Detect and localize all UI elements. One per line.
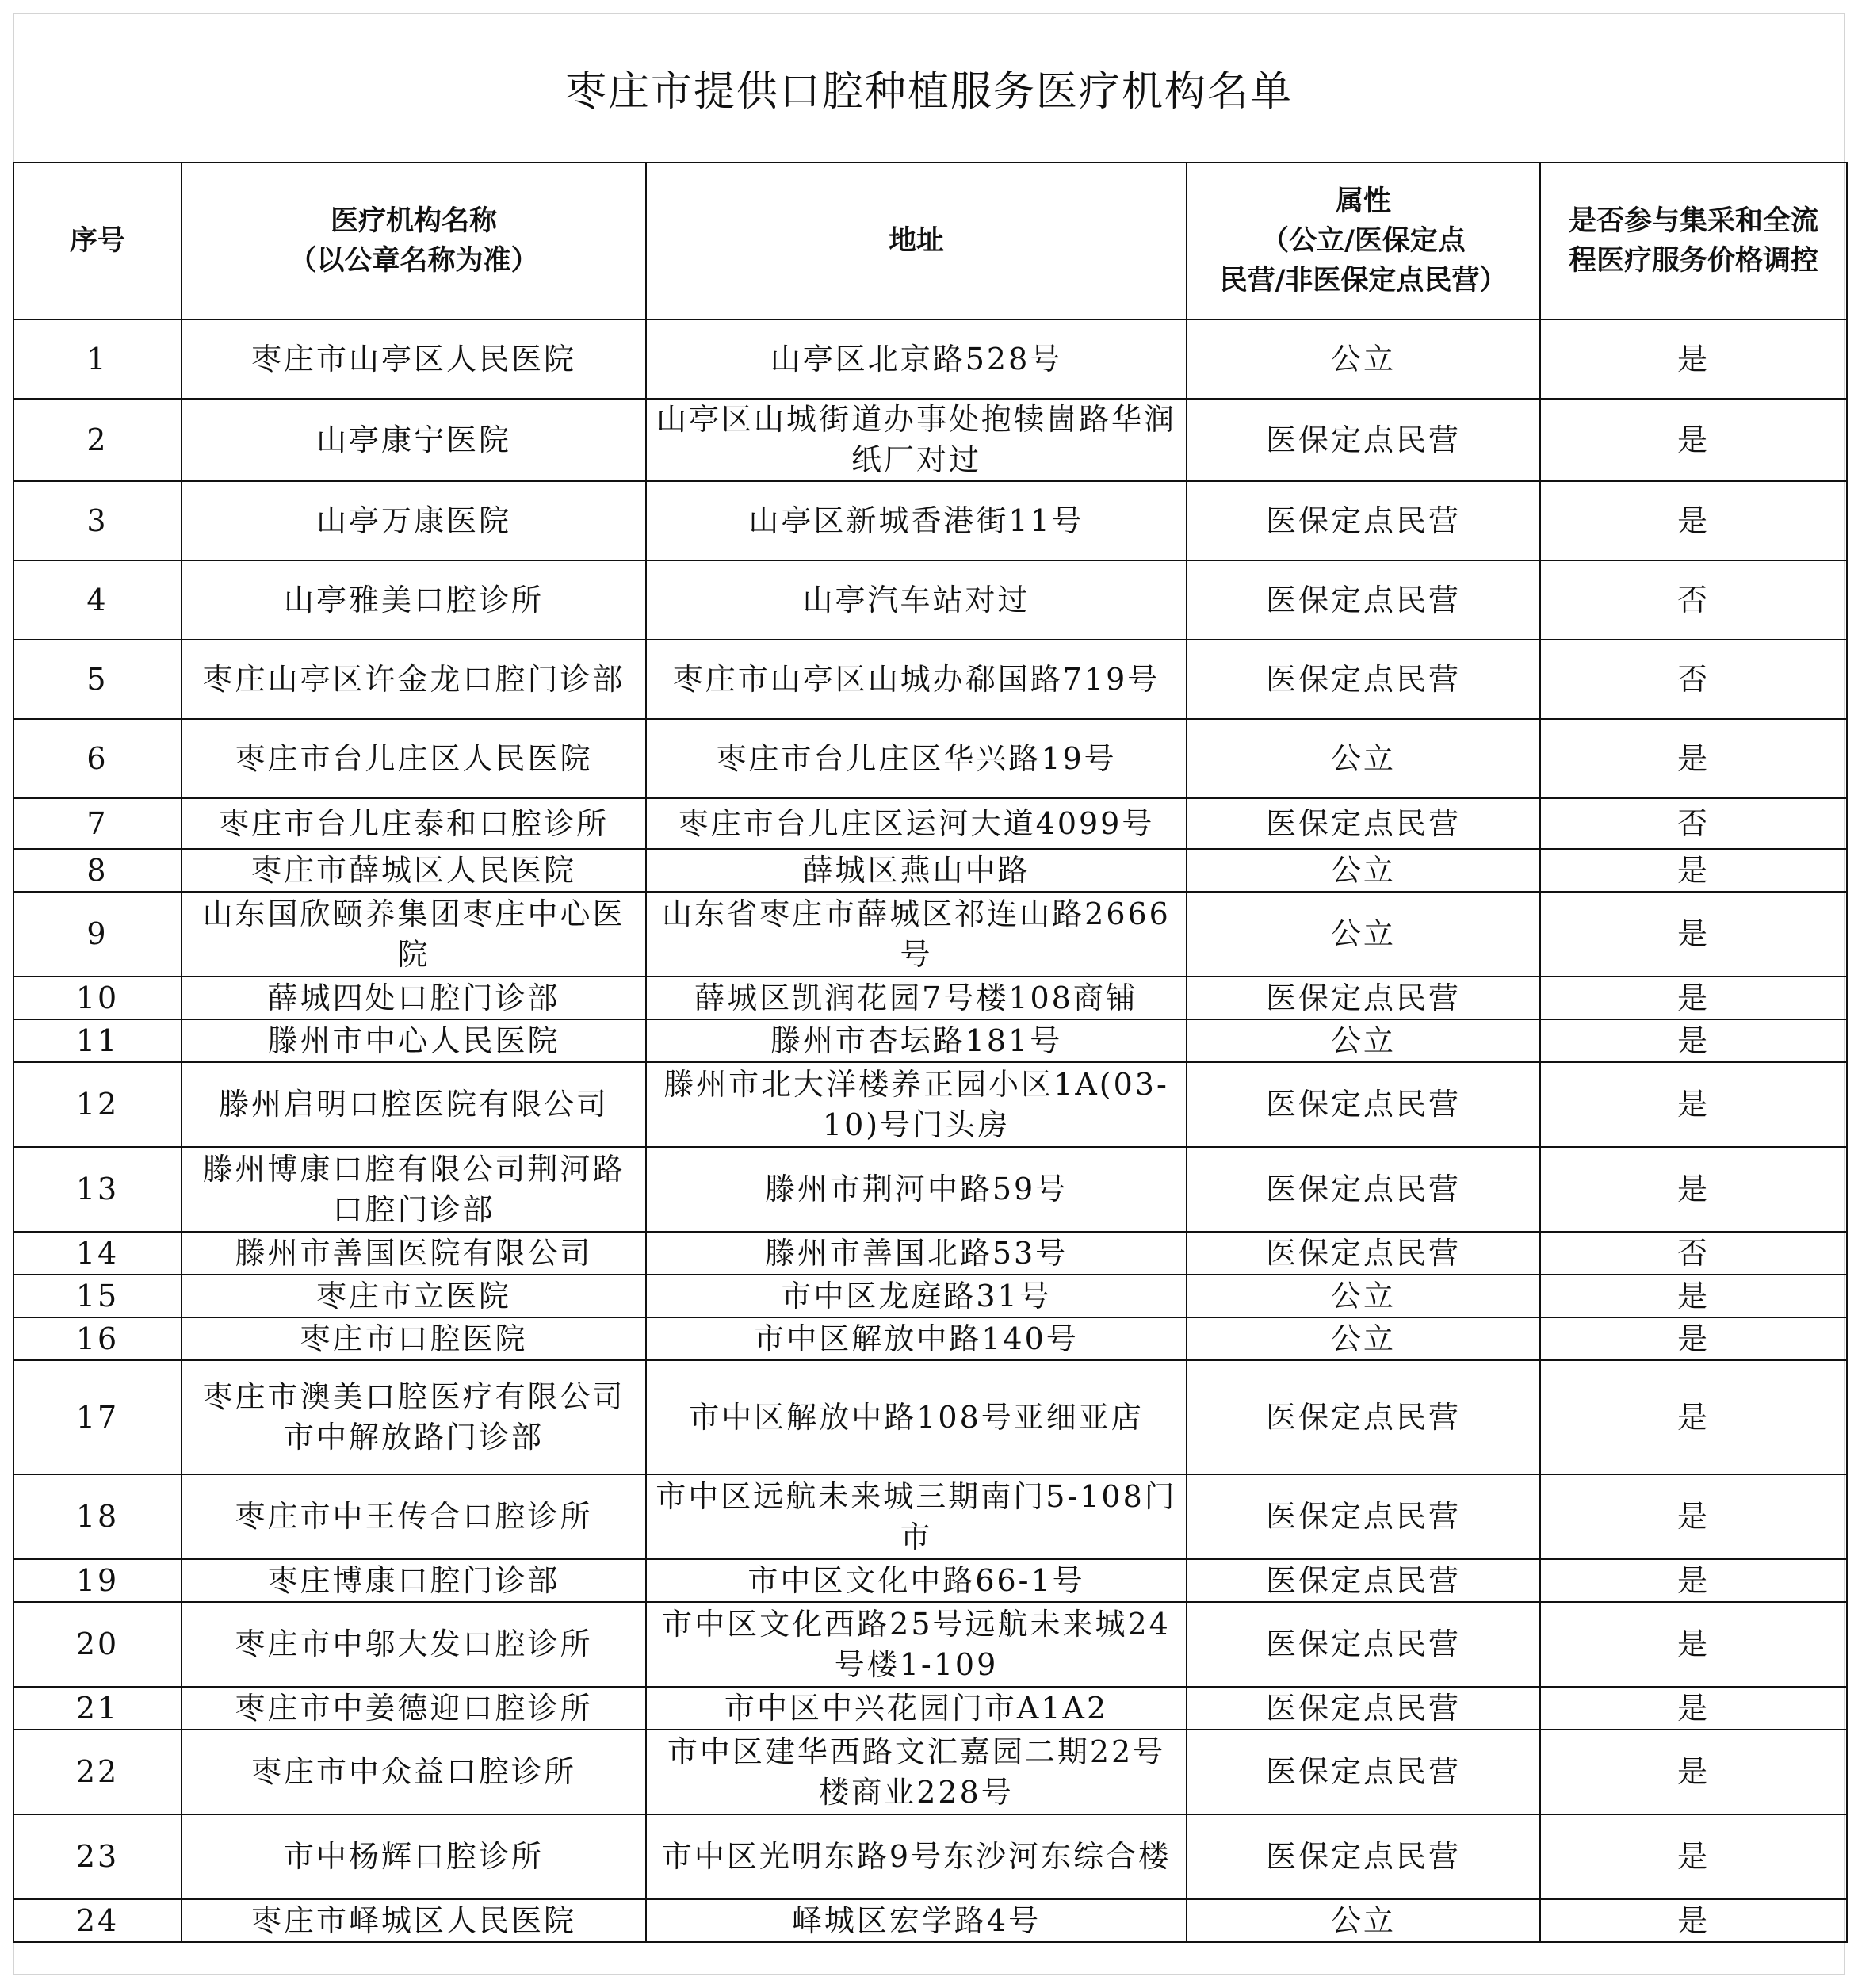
table-row [13,1687,1847,1730]
cell-name: 枣庄市口腔医院 [182,1317,646,1360]
cell-name: 枣庄市中姜德迎口腔诊所 [182,1687,646,1730]
cell-seq: 20 [13,1602,182,1687]
cell-participation: 是 [1540,1317,1847,1360]
cell-attribute: 医保定点民营 [1187,481,1540,560]
table-row [13,1602,1847,1687]
header-attribute: 属性 （公立/医保定点 民营/非医保定点民营） [1187,162,1540,319]
cell-attribute: 医保定点民营 [1187,1687,1540,1730]
cell-participation: 是 [1540,1559,1847,1602]
table-row [13,481,1847,560]
cell-participation: 是 [1540,319,1847,399]
cell-attribute: 医保定点民营 [1187,977,1540,1019]
table-row [13,1559,1847,1602]
table-row [13,977,1847,1019]
table-row [13,1317,1847,1360]
cell-participation: 是 [1540,1899,1847,1942]
cell-attribute: 公立 [1187,1019,1540,1062]
cell-attribute: 医保定点民营 [1187,399,1540,481]
cell-address: 市中区光明东路9号东沙河东综合楼 [646,1814,1187,1899]
cell-seq: 13 [13,1147,182,1232]
cell-seq: 6 [13,719,182,798]
cell-name: 枣庄市山亭区人民医院 [182,319,646,399]
cell-name: 滕州市善国医院有限公司 [182,1232,646,1275]
table-row [13,1814,1847,1899]
cell-seq: 23 [13,1814,182,1899]
header-name: 医疗机构名称 （以公章名称为准） [182,162,646,319]
header-address: 地址 [646,162,1187,319]
cell-seq: 14 [13,1232,182,1275]
cell-participation: 是 [1540,892,1847,977]
cell-attribute: 公立 [1187,849,1540,892]
cell-participation: 是 [1540,1275,1847,1317]
cell-attribute: 医保定点民营 [1187,1232,1540,1275]
cell-attribute: 医保定点民营 [1187,1814,1540,1899]
cell-participation: 否 [1540,560,1847,640]
cell-address: 山亭区山城街道办事处抱犊崮路华润纸厂对过 [646,399,1187,481]
cell-attribute: 医保定点民营 [1187,1559,1540,1602]
cell-seq: 2 [13,399,182,481]
table-row [13,1019,1847,1062]
cell-name: 枣庄市中众益口腔诊所 [182,1730,646,1814]
cell-address: 薛城区燕山中路 [646,849,1187,892]
cell-address: 枣庄市台儿庄区运河大道4099号 [646,798,1187,849]
cell-name: 枣庄市薛城区人民医院 [182,849,646,892]
table-row [13,560,1847,640]
cell-participation: 是 [1540,481,1847,560]
cell-address: 市中区远航未来城三期南门5-108门市 [646,1474,1187,1559]
table-row [13,1062,1847,1147]
cell-name: 滕州启明口腔医院有限公司 [182,1062,646,1147]
cell-attribute: 医保定点民营 [1187,1602,1540,1687]
cell-seq: 18 [13,1474,182,1559]
cell-attribute: 医保定点民营 [1187,1147,1540,1232]
cell-name: 山亭康宁医院 [182,399,646,481]
cell-participation: 是 [1540,1019,1847,1062]
table-row [13,719,1847,798]
cell-address: 薛城区凯润花园7号楼108商铺 [646,977,1187,1019]
cell-participation: 否 [1540,640,1847,719]
cell-seq: 9 [13,892,182,977]
cell-seq: 5 [13,640,182,719]
cell-name: 市中杨辉口腔诊所 [182,1814,646,1899]
table-row [13,1899,1847,1942]
cell-address: 市中区解放中路140号 [646,1317,1187,1360]
cell-name: 枣庄山亭区许金龙口腔门诊部 [182,640,646,719]
table-row [13,798,1847,849]
cell-name: 枣庄市台儿庄区人民医院 [182,719,646,798]
cell-participation: 是 [1540,1360,1847,1474]
cell-address: 枣庄市台儿庄区华兴路19号 [646,719,1187,798]
cell-seq: 17 [13,1360,182,1474]
cell-name: 枣庄市峄城区人民医院 [182,1899,646,1942]
cell-seq: 1 [13,319,182,399]
cell-seq: 4 [13,560,182,640]
table-row [13,1232,1847,1275]
cell-seq: 8 [13,849,182,892]
cell-seq: 12 [13,1062,182,1147]
cell-name: 枣庄市中王传合口腔诊所 [182,1474,646,1559]
cell-participation: 是 [1540,1730,1847,1814]
table-row [13,1474,1847,1559]
table-body [13,319,1847,1942]
cell-seq: 3 [13,481,182,560]
cell-participation: 否 [1540,798,1847,849]
cell-address: 滕州市善国北路53号 [646,1232,1187,1275]
cell-attribute: 公立 [1187,719,1540,798]
cell-name: 枣庄市澳美口腔医疗有限公司市中解放路门诊部 [182,1360,646,1474]
cell-name: 山亭万康医院 [182,481,646,560]
table-row [13,640,1847,719]
cell-participation: 是 [1540,719,1847,798]
cell-name: 枣庄市中邬大发口腔诊所 [182,1602,646,1687]
cell-name: 薛城四处口腔门诊部 [182,977,646,1019]
cell-name: 枣庄市立医院 [182,1275,646,1317]
cell-attribute: 医保定点民营 [1187,1360,1540,1474]
table-row [13,1275,1847,1317]
cell-attribute: 医保定点民营 [1187,1062,1540,1147]
table-row [13,1360,1847,1474]
cell-seq: 15 [13,1275,182,1317]
cell-seq: 11 [13,1019,182,1062]
institution-table [13,162,1848,1943]
header-participation: 是否参与集采和全流 程医疗服务价格调控 [1540,162,1847,319]
cell-address: 峄城区宏学路4号 [646,1899,1187,1942]
cell-address: 滕州市杏坛路181号 [646,1019,1187,1062]
cell-name: 滕州博康口腔有限公司荆河路口腔门诊部 [182,1147,646,1232]
cell-address: 山亭汽车站对过 [646,560,1187,640]
cell-address: 市中区建华西路文汇嘉园二期22号楼商业228号 [646,1730,1187,1814]
cell-participation: 是 [1540,1474,1847,1559]
cell-attribute: 医保定点民营 [1187,1474,1540,1559]
cell-participation: 是 [1540,399,1847,481]
table-row [13,892,1847,977]
cell-seq: 19 [13,1559,182,1602]
cell-seq: 16 [13,1317,182,1360]
cell-attribute: 医保定点民营 [1187,640,1540,719]
cell-attribute: 公立 [1187,319,1540,399]
cell-attribute: 公立 [1187,892,1540,977]
cell-participation: 是 [1540,1687,1847,1730]
cell-participation: 是 [1540,1602,1847,1687]
document-title: 枣庄市提供口腔种植服务医疗机构名单 [564,67,1293,116]
cell-name: 山亭雅美口腔诊所 [182,560,646,640]
cell-participation: 是 [1540,977,1847,1019]
cell-name: 枣庄市台儿庄泰和口腔诊所 [182,798,646,849]
cell-address: 市中区文化中路66-1号 [646,1559,1187,1602]
cell-name: 滕州市中心人民医院 [182,1019,646,1062]
cell-seq: 7 [13,798,182,849]
cell-name: 枣庄博康口腔门诊部 [182,1559,646,1602]
table-row [13,399,1847,481]
cell-address: 山东省枣庄市薛城区祁连山路2666号 [646,892,1187,977]
cell-name: 山东国欣颐养集团枣庄中心医院 [182,892,646,977]
cell-attribute: 医保定点民营 [1187,1730,1540,1814]
cell-attribute: 公立 [1187,1317,1540,1360]
cell-seq: 22 [13,1730,182,1814]
cell-attribute: 医保定点民营 [1187,798,1540,849]
header-seq: 序号 [13,162,182,319]
cell-address: 山亭区新城香港街11号 [646,481,1187,560]
table-row [13,319,1847,399]
cell-address: 山亭区北京路528号 [646,319,1187,399]
table-header-row [13,162,1847,319]
cell-seq: 21 [13,1687,182,1730]
cell-address: 市中区解放中路108号亚细亚店 [646,1360,1187,1474]
cell-participation: 是 [1540,1814,1847,1899]
cell-address: 滕州市荆河中路59号 [646,1147,1187,1232]
cell-participation: 是 [1540,849,1847,892]
cell-seq: 10 [13,977,182,1019]
cell-address: 市中区中兴花园门市A1A2 [646,1687,1187,1730]
cell-seq: 24 [13,1899,182,1942]
cell-address: 市中区龙庭路31号 [646,1275,1187,1317]
table-row [13,1147,1847,1232]
cell-attribute: 医保定点民营 [1187,560,1540,640]
cell-address: 市中区文化西路25号远航未来城24号楼1-109 [646,1602,1187,1687]
table-row [13,1730,1847,1814]
cell-attribute: 公立 [1187,1899,1540,1942]
cell-participation: 是 [1540,1147,1847,1232]
cell-address: 枣庄市山亭区山城办郗国路719号 [646,640,1187,719]
table-row [13,849,1847,892]
cell-address: 滕州市北大洋楼养正园小区1A(03-10)号门头房 [646,1062,1187,1147]
cell-participation: 是 [1540,1062,1847,1147]
cell-participation: 否 [1540,1232,1847,1275]
cell-attribute: 公立 [1187,1275,1540,1317]
